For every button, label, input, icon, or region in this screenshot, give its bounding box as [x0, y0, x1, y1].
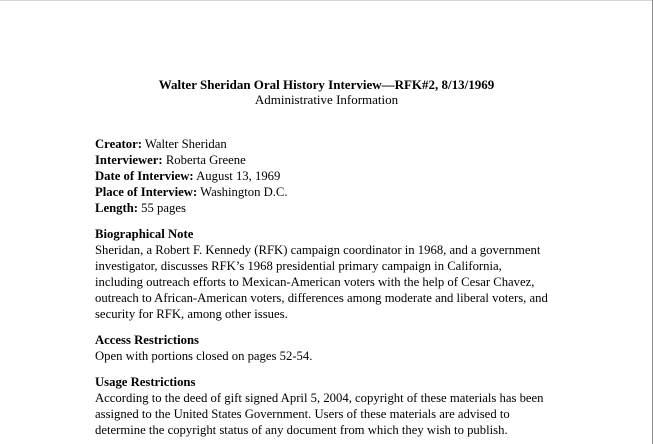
section-heading: Usage Restrictions — [95, 375, 196, 389]
text-line: According to the deed of gift signed April 5, 2004, copyright of these materials has been — [95, 391, 544, 405]
meta-value: Washington D.C. — [197, 185, 288, 199]
meta-label: Length: — [95, 201, 138, 215]
section-body — [95, 348, 565, 364]
section-heading: Biographical Note — [95, 227, 194, 241]
meta-date — [95, 168, 565, 184]
text-line: Open with portions closed on pages 52-54. — [95, 349, 313, 363]
meta-interviewer — [95, 152, 565, 168]
meta-label: Date of Interview: — [95, 169, 194, 183]
section-biographical-note — [95, 226, 565, 322]
meta-label: Creator: — [95, 137, 142, 151]
text-line: assigned to the United States Government. Users of these materials are advised to — [95, 407, 510, 421]
text-line: security for RFK, among other issues. — [95, 307, 288, 321]
text-line: investigator, discusses RFK’s 1968 presidential primary campaign in California, — [95, 259, 502, 273]
meta-value: Roberta Greene — [162, 153, 246, 167]
meta-place — [95, 184, 565, 200]
document-body — [95, 136, 565, 438]
metadata-block — [95, 136, 565, 216]
meta-label: Place of Interview: — [95, 185, 198, 199]
meta-label: Interviewer: — [95, 153, 163, 167]
document-header — [0, 77, 653, 107]
document-subtitle: Administrative Information — [254, 92, 399, 107]
meta-creator — [95, 136, 565, 152]
section-body — [95, 242, 565, 322]
section-usage-restrictions — [95, 374, 565, 438]
text-line: outreach to African-American voters, differences among moderate and liberal voters, and — [95, 291, 548, 305]
meta-value: Walter Sheridan — [141, 137, 227, 151]
text-line: determine the copyright status of any document from which they wish to publish. — [95, 423, 508, 437]
page-edge-top — [0, 0, 653, 1]
section-heading: Access Restrictions — [95, 333, 199, 347]
text-line: including outreach efforts to Mexican-American voters with the help of Cesar Chavez, — [95, 275, 535, 289]
document-title: Walter Sheridan Oral History Interview—RFK#2, 8/13/1969 — [158, 77, 495, 92]
text-line: Sheridan, a Robert F. Kennedy (RFK) campaign coordinator in 1968, and a government — [95, 243, 541, 257]
section-body — [95, 390, 565, 438]
meta-value: August 13, 1969 — [193, 169, 281, 183]
meta-length — [95, 200, 565, 216]
meta-value: 55 pages — [138, 201, 186, 215]
section-access-restrictions — [95, 332, 565, 364]
